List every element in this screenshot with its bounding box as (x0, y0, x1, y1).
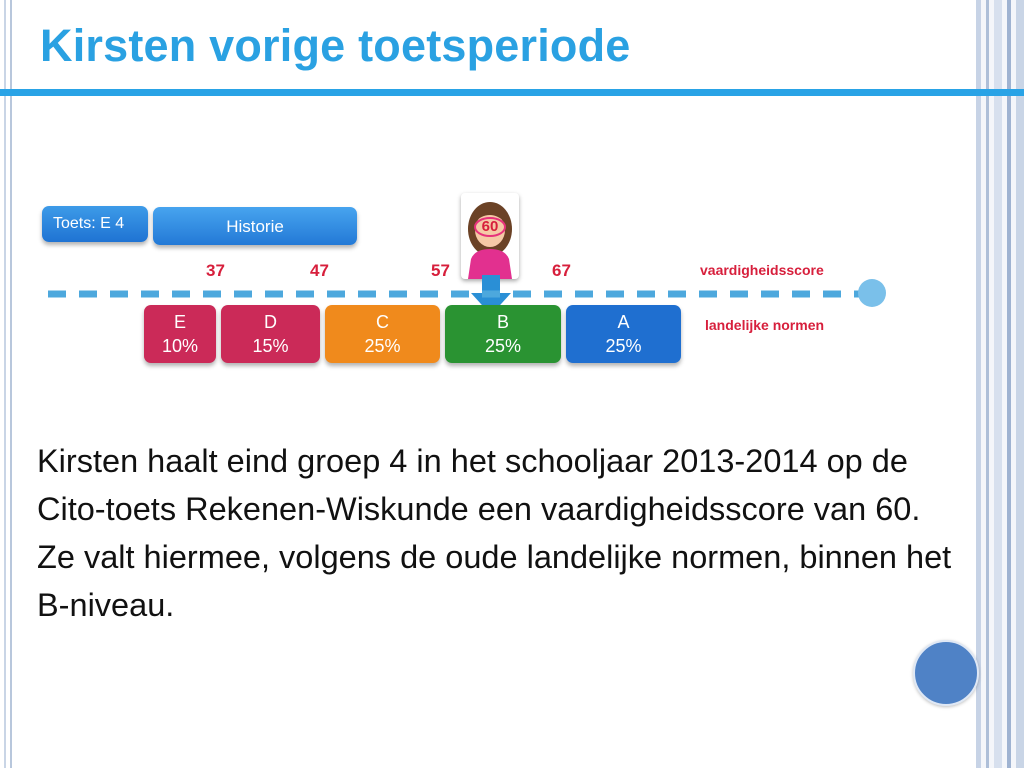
slide-frame-right (976, 0, 1024, 768)
level-letter: C (376, 312, 389, 332)
level-percent: 25% (484, 336, 522, 356)
axis-label-score: vaardigheidsscore (700, 262, 824, 278)
axis-label-norms: landelijke normen (705, 317, 825, 333)
level-percent: 25% (605, 336, 642, 356)
level-percent: 25% (364, 336, 401, 356)
student-avatar-icon (461, 193, 519, 279)
student-score: 60 (481, 218, 499, 235)
score-tick: 57 (431, 261, 450, 280)
level-box-a (566, 305, 681, 363)
subject-label-pill: Historie (153, 207, 357, 245)
slide-title: Kirsten vorige toetsperiode (40, 20, 631, 71)
level-letter: E (173, 312, 186, 332)
body-paragraph: Kirsten haalt eind groep 4 in het schooljaar 2013-2014 op de Cito-toets Rekenen-Wiskunde een vaardigheidsscore van 60. Ze valt hiermee, volgens de oude landelijke normen, binnen het B-niveau. (37, 443, 952, 623)
score-tick: 37 (206, 261, 225, 280)
score-tick: 47 (310, 261, 329, 280)
level-letter: D (264, 312, 277, 332)
level-letter: B (496, 312, 509, 332)
level-percent: 15% (252, 336, 289, 356)
level-letter: A (617, 312, 630, 332)
level-box-e (144, 305, 216, 363)
level-percent: 10% (161, 336, 199, 356)
level-box-d (221, 305, 320, 363)
score-tick: 67 (552, 261, 571, 280)
test-label-pill: Toets: E 4 (42, 206, 148, 242)
decorative-circle (913, 640, 979, 706)
student-marker (461, 193, 519, 279)
level-box-b (445, 305, 561, 363)
title-underline (0, 89, 1024, 96)
level-box-c (325, 305, 440, 363)
slide-frame-left (0, 0, 12, 768)
